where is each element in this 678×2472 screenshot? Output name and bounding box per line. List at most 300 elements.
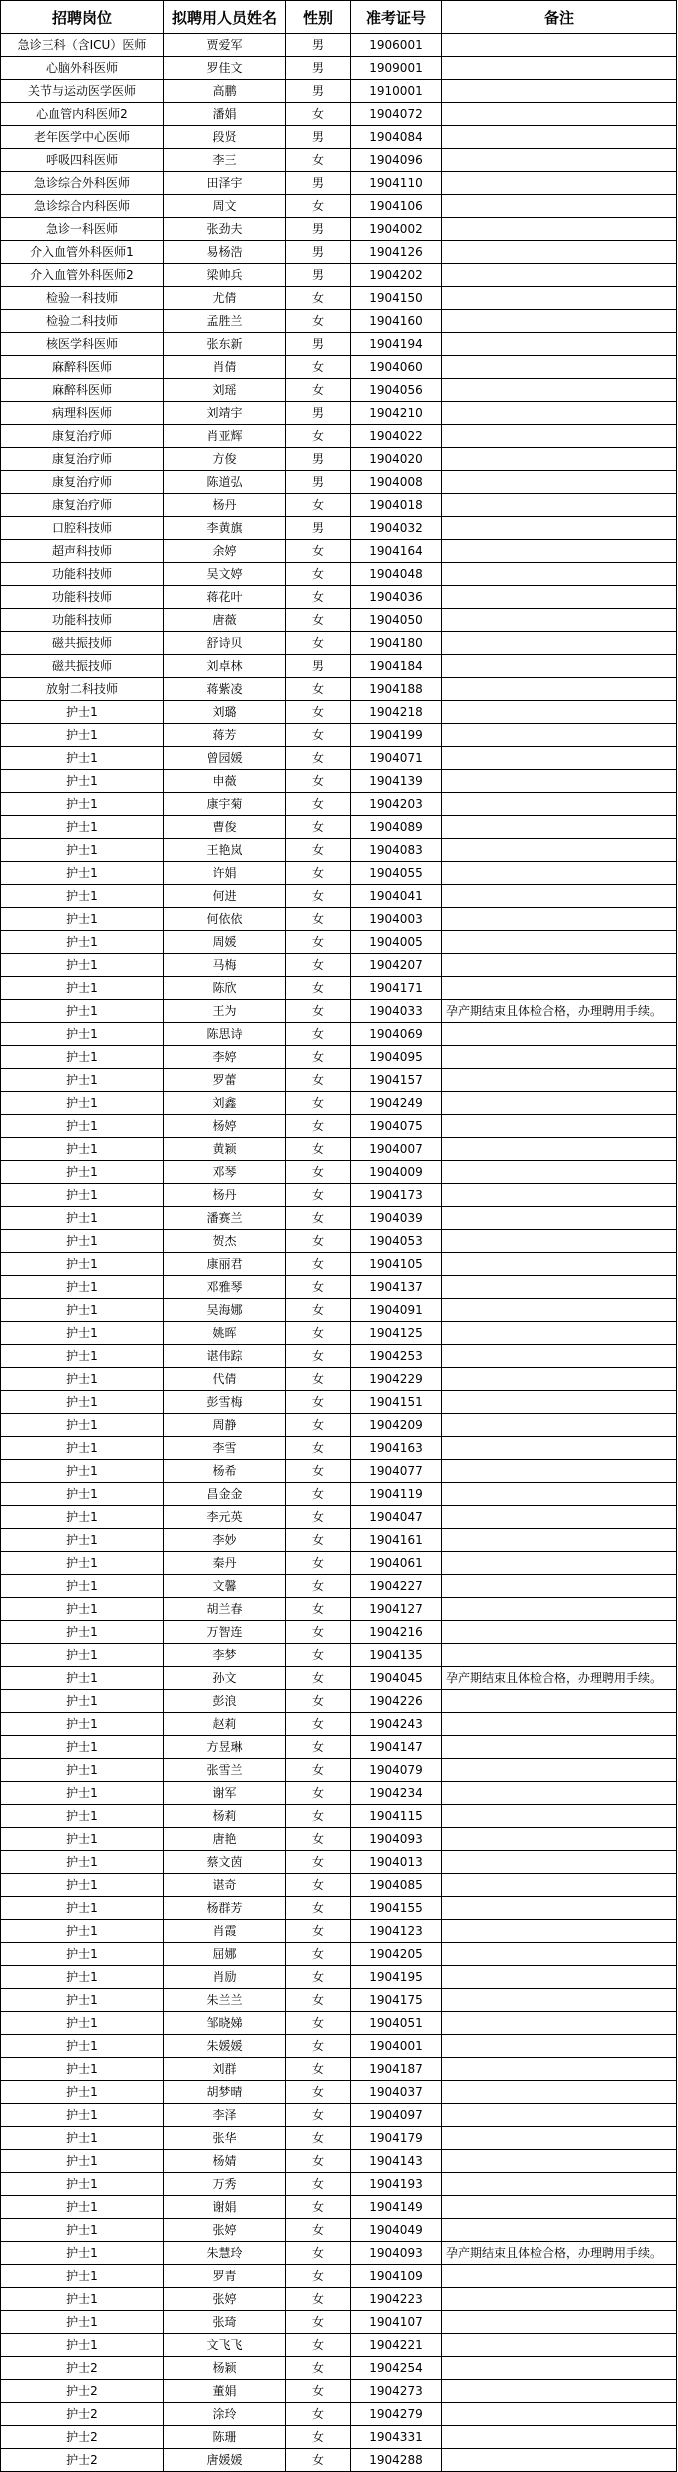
cell-remark bbox=[442, 356, 677, 379]
table-row bbox=[1, 2150, 677, 2173]
cell-gender: 女 bbox=[286, 701, 351, 724]
table-row bbox=[1, 2357, 677, 2380]
cell-position: 护士1 bbox=[1, 2150, 164, 2173]
cell-gender: 女 bbox=[286, 1023, 351, 1046]
cell-gender: 女 bbox=[286, 1943, 351, 1966]
table-row bbox=[1, 816, 677, 839]
table-row bbox=[1, 1138, 677, 1161]
cell-position: 口腔科技师 bbox=[1, 517, 164, 540]
cell-position: 护士1 bbox=[1, 2081, 164, 2104]
cell-gender: 女 bbox=[286, 931, 351, 954]
cell-gender: 男 bbox=[286, 402, 351, 425]
cell-gender: 女 bbox=[286, 2403, 351, 2426]
cell-gender: 女 bbox=[286, 1483, 351, 1506]
cell-remark bbox=[442, 931, 677, 954]
cell-position: 护士1 bbox=[1, 885, 164, 908]
cell-remark bbox=[442, 908, 677, 931]
cell-remark bbox=[442, 1759, 677, 1782]
table-row bbox=[1, 2403, 677, 2426]
cell-name: 李婷 bbox=[164, 1046, 286, 1069]
cell-gender: 女 bbox=[286, 1368, 351, 1391]
cell-position: 护士1 bbox=[1, 1230, 164, 1253]
cell-ticket-number: 1904005 bbox=[351, 931, 442, 954]
cell-name: 张琦 bbox=[164, 2311, 286, 2334]
cell-gender: 女 bbox=[286, 2380, 351, 2403]
cell-name: 孟胜兰 bbox=[164, 310, 286, 333]
cell-position: 护士1 bbox=[1, 2127, 164, 2150]
table-row bbox=[1, 1184, 677, 1207]
cell-name: 田泽宇 bbox=[164, 172, 286, 195]
table-row bbox=[1, 1092, 677, 1115]
cell-remark bbox=[442, 2380, 677, 2403]
cell-remark bbox=[442, 1828, 677, 1851]
cell-name: 李妙 bbox=[164, 1529, 286, 1552]
cell-position: 超声科技师 bbox=[1, 540, 164, 563]
cell-position: 检验一科技师 bbox=[1, 287, 164, 310]
cell-ticket-number: 1904229 bbox=[351, 1368, 442, 1391]
cell-name: 唐媛媛 bbox=[164, 2449, 286, 2472]
cell-position: 护士1 bbox=[1, 1437, 164, 1460]
cell-name: 康丽君 bbox=[164, 1253, 286, 1276]
cell-name: 蒋花叶 bbox=[164, 586, 286, 609]
cell-gender: 男 bbox=[286, 471, 351, 494]
cell-name: 康宇菊 bbox=[164, 793, 286, 816]
cell-position: 护士1 bbox=[1, 1943, 164, 1966]
cell-remark bbox=[442, 885, 677, 908]
table-row bbox=[1, 1759, 677, 1782]
cell-ticket-number: 1904147 bbox=[351, 1736, 442, 1759]
cell-name: 刘璐 bbox=[164, 701, 286, 724]
cell-ticket-number: 1904203 bbox=[351, 793, 442, 816]
cell-gender: 女 bbox=[286, 2242, 351, 2265]
cell-ticket-number: 1904223 bbox=[351, 2288, 442, 2311]
cell-remark bbox=[442, 1943, 677, 1966]
cell-name: 贾爱军 bbox=[164, 34, 286, 57]
cell-remark bbox=[442, 1322, 677, 1345]
cell-gender: 女 bbox=[286, 1253, 351, 1276]
cell-ticket-number: 1904126 bbox=[351, 241, 442, 264]
cell-position: 关节与运动医学医师 bbox=[1, 80, 164, 103]
cell-gender: 女 bbox=[286, 1138, 351, 1161]
cell-name: 张东新 bbox=[164, 333, 286, 356]
cell-position: 护士1 bbox=[1, 1736, 164, 1759]
table-row bbox=[1, 356, 677, 379]
cell-remark bbox=[442, 1230, 677, 1253]
table-row bbox=[1, 1345, 677, 1368]
cell-position: 护士1 bbox=[1, 1069, 164, 1092]
cell-ticket-number: 1904175 bbox=[351, 1989, 442, 2012]
cell-position: 护士1 bbox=[1, 1253, 164, 1276]
cell-ticket-number: 1904205 bbox=[351, 1943, 442, 1966]
cell-remark bbox=[442, 954, 677, 977]
cell-ticket-number: 1904060 bbox=[351, 356, 442, 379]
cell-remark bbox=[442, 1713, 677, 1736]
cell-remark bbox=[442, 126, 677, 149]
cell-name: 杨莉 bbox=[164, 1805, 286, 1828]
table-row bbox=[1, 2035, 677, 2058]
cell-name: 万秀 bbox=[164, 2173, 286, 2196]
cell-name: 谢娟 bbox=[164, 2196, 286, 2219]
cell-position: 老年医学中心医师 bbox=[1, 126, 164, 149]
cell-remark bbox=[442, 2357, 677, 2380]
cell-remark bbox=[442, 1782, 677, 1805]
cell-position: 护士1 bbox=[1, 1575, 164, 1598]
column-header-remark: 备注 bbox=[442, 1, 677, 34]
table-row bbox=[1, 1069, 677, 1092]
cell-remark bbox=[442, 34, 677, 57]
table-row bbox=[1, 333, 677, 356]
cell-remark bbox=[442, 1897, 677, 1920]
table-row bbox=[1, 517, 677, 540]
cell-gender: 男 bbox=[286, 333, 351, 356]
cell-gender: 女 bbox=[286, 2265, 351, 2288]
table-row bbox=[1, 1207, 677, 1230]
cell-ticket-number: 1904173 bbox=[351, 1184, 442, 1207]
cell-remark bbox=[442, 1506, 677, 1529]
cell-ticket-number: 1904193 bbox=[351, 2173, 442, 2196]
cell-gender: 男 bbox=[286, 448, 351, 471]
cell-position: 护士1 bbox=[1, 2242, 164, 2265]
table-row bbox=[1, 241, 677, 264]
cell-ticket-number: 1904123 bbox=[351, 1920, 442, 1943]
cell-name: 谢军 bbox=[164, 1782, 286, 1805]
cell-position: 护士1 bbox=[1, 1966, 164, 1989]
cell-position: 护士1 bbox=[1, 2265, 164, 2288]
table-row bbox=[1, 1161, 677, 1184]
cell-name: 孙文 bbox=[164, 1667, 286, 1690]
table-row bbox=[1, 2265, 677, 2288]
cell-name: 邓雅琴 bbox=[164, 1276, 286, 1299]
cell-name: 赵莉 bbox=[164, 1713, 286, 1736]
table-row bbox=[1, 1023, 677, 1046]
cell-remark bbox=[442, 1414, 677, 1437]
cell-name: 代倩 bbox=[164, 1368, 286, 1391]
cell-ticket-number: 1904050 bbox=[351, 609, 442, 632]
table-row bbox=[1, 977, 677, 1000]
cell-ticket-number: 1904195 bbox=[351, 1966, 442, 1989]
table-row bbox=[1, 1368, 677, 1391]
cell-remark bbox=[442, 425, 677, 448]
cell-position: 呼吸四科医师 bbox=[1, 149, 164, 172]
cell-position: 护士1 bbox=[1, 793, 164, 816]
cell-remark bbox=[442, 218, 677, 241]
cell-name: 周媛 bbox=[164, 931, 286, 954]
table-row bbox=[1, 1253, 677, 1276]
cell-name: 陈思诗 bbox=[164, 1023, 286, 1046]
cell-gender: 女 bbox=[286, 2219, 351, 2242]
cell-gender: 男 bbox=[286, 57, 351, 80]
cell-remark bbox=[442, 310, 677, 333]
cell-gender: 女 bbox=[286, 1989, 351, 2012]
cell-gender: 女 bbox=[286, 2196, 351, 2219]
cell-position: 护士1 bbox=[1, 1046, 164, 1069]
table-row bbox=[1, 1115, 677, 1138]
cell-gender: 女 bbox=[286, 1713, 351, 1736]
cell-name: 蒋紫凌 bbox=[164, 678, 286, 701]
cell-name: 潘赛兰 bbox=[164, 1207, 286, 1230]
cell-remark bbox=[442, 494, 677, 517]
cell-position: 护士1 bbox=[1, 1920, 164, 1943]
cell-remark bbox=[442, 1460, 677, 1483]
cell-gender: 女 bbox=[286, 1805, 351, 1828]
cell-remark bbox=[442, 1805, 677, 1828]
cell-gender: 男 bbox=[286, 264, 351, 287]
cell-position: 护士1 bbox=[1, 1115, 164, 1138]
cell-ticket-number: 1904209 bbox=[351, 1414, 442, 1437]
table-row bbox=[1, 609, 677, 632]
cell-remark bbox=[442, 1989, 677, 2012]
cell-position: 护士1 bbox=[1, 1345, 164, 1368]
cell-name: 舒诗贝 bbox=[164, 632, 286, 655]
table-row bbox=[1, 931, 677, 954]
column-header-name: 拟聘用人员姓名 bbox=[164, 1, 286, 34]
cell-position: 护士1 bbox=[1, 1299, 164, 1322]
cell-remark bbox=[442, 1874, 677, 1897]
table-row bbox=[1, 1736, 677, 1759]
cell-position: 功能科技师 bbox=[1, 563, 164, 586]
cell-gender: 女 bbox=[286, 1230, 351, 1253]
cell-position: 护士1 bbox=[1, 747, 164, 770]
cell-position: 护士1 bbox=[1, 1322, 164, 1345]
cell-ticket-number: 1904097 bbox=[351, 2104, 442, 2127]
cell-gender: 男 bbox=[286, 172, 351, 195]
cell-remark bbox=[442, 2196, 677, 2219]
cell-position: 康复治疗师 bbox=[1, 448, 164, 471]
cell-remark bbox=[442, 2173, 677, 2196]
table-row bbox=[1, 1874, 677, 1897]
cell-remark bbox=[442, 2058, 677, 2081]
cell-name: 罗佳文 bbox=[164, 57, 286, 80]
table-row bbox=[1, 2288, 677, 2311]
cell-gender: 女 bbox=[286, 287, 351, 310]
cell-position: 护士1 bbox=[1, 1897, 164, 1920]
cell-ticket-number: 1904331 bbox=[351, 2426, 442, 2449]
cell-ticket-number: 1904157 bbox=[351, 1069, 442, 1092]
cell-remark bbox=[442, 563, 677, 586]
cell-name: 周静 bbox=[164, 1414, 286, 1437]
cell-gender: 女 bbox=[286, 1322, 351, 1345]
cell-gender: 女 bbox=[286, 609, 351, 632]
cell-name: 杨希 bbox=[164, 1460, 286, 1483]
cell-ticket-number: 1904234 bbox=[351, 1782, 442, 1805]
cell-name: 刘鑫 bbox=[164, 1092, 286, 1115]
cell-position: 康复治疗师 bbox=[1, 494, 164, 517]
cell-gender: 女 bbox=[286, 103, 351, 126]
cell-position: 护士1 bbox=[1, 1851, 164, 1874]
cell-gender: 女 bbox=[286, 839, 351, 862]
cell-name: 高鹏 bbox=[164, 80, 286, 103]
cell-position: 护士1 bbox=[1, 1391, 164, 1414]
cell-name: 涂玲 bbox=[164, 2403, 286, 2426]
cell-name: 张婷 bbox=[164, 2219, 286, 2242]
cell-ticket-number: 1904218 bbox=[351, 701, 442, 724]
table-row bbox=[1, 908, 677, 931]
cell-ticket-number: 1904084 bbox=[351, 126, 442, 149]
table-row bbox=[1, 2196, 677, 2219]
table-row bbox=[1, 1460, 677, 1483]
cell-gender: 女 bbox=[286, 908, 351, 931]
cell-gender: 女 bbox=[286, 1115, 351, 1138]
cell-position: 护士1 bbox=[1, 1989, 164, 2012]
cell-position: 护士1 bbox=[1, 1138, 164, 1161]
cell-position: 心血管内科医师2 bbox=[1, 103, 164, 126]
cell-remark bbox=[442, 2403, 677, 2426]
cell-remark bbox=[442, 1644, 677, 1667]
cell-name: 董娟 bbox=[164, 2380, 286, 2403]
cell-name: 何依依 bbox=[164, 908, 286, 931]
cell-name: 肖亚辉 bbox=[164, 425, 286, 448]
table-row bbox=[1, 34, 677, 57]
cell-name: 王为 bbox=[164, 1000, 286, 1023]
cell-gender: 女 bbox=[286, 310, 351, 333]
cell-ticket-number: 1904085 bbox=[351, 1874, 442, 1897]
cell-remark bbox=[442, 1138, 677, 1161]
cell-position: 放射二科技师 bbox=[1, 678, 164, 701]
cell-gender: 女 bbox=[286, 816, 351, 839]
cell-remark bbox=[442, 1368, 677, 1391]
cell-gender: 女 bbox=[286, 356, 351, 379]
cell-ticket-number: 1904071 bbox=[351, 747, 442, 770]
cell-remark bbox=[442, 333, 677, 356]
cell-name: 黄颖 bbox=[164, 1138, 286, 1161]
cell-gender: 女 bbox=[286, 425, 351, 448]
cell-position: 护士1 bbox=[1, 2219, 164, 2242]
cell-name: 马梅 bbox=[164, 954, 286, 977]
cell-ticket-number: 1904119 bbox=[351, 1483, 442, 1506]
cell-remark bbox=[442, 1621, 677, 1644]
cell-remark bbox=[442, 448, 677, 471]
cell-remark bbox=[442, 2127, 677, 2150]
table-row bbox=[1, 1276, 677, 1299]
table-row bbox=[1, 1713, 677, 1736]
table-row bbox=[1, 126, 677, 149]
table-row bbox=[1, 1667, 677, 1690]
cell-ticket-number: 1904143 bbox=[351, 2150, 442, 2173]
cell-ticket-number: 1904194 bbox=[351, 333, 442, 356]
cell-remark bbox=[442, 103, 677, 126]
cell-ticket-number: 1904079 bbox=[351, 1759, 442, 1782]
table-row bbox=[1, 1391, 677, 1414]
cell-ticket-number: 1904249 bbox=[351, 1092, 442, 1115]
cell-gender: 女 bbox=[286, 2104, 351, 2127]
cell-name: 尤倩 bbox=[164, 287, 286, 310]
cell-remark bbox=[442, 2081, 677, 2104]
cell-name: 潘娟 bbox=[164, 103, 286, 126]
cell-remark bbox=[442, 471, 677, 494]
cell-position: 护士1 bbox=[1, 931, 164, 954]
cell-remark bbox=[442, 1345, 677, 1368]
table-row bbox=[1, 1529, 677, 1552]
cell-ticket-number: 1904089 bbox=[351, 816, 442, 839]
cell-name: 刘瑶 bbox=[164, 379, 286, 402]
table-row bbox=[1, 954, 677, 977]
cell-remark bbox=[442, 1736, 677, 1759]
cell-ticket-number: 1904164 bbox=[351, 540, 442, 563]
table-row bbox=[1, 2449, 677, 2472]
cell-position: 护士1 bbox=[1, 2196, 164, 2219]
cell-remark bbox=[442, 1437, 677, 1460]
cell-remark bbox=[442, 402, 677, 425]
cell-position: 护士1 bbox=[1, 1690, 164, 1713]
cell-ticket-number: 1904254 bbox=[351, 2357, 442, 2380]
table-row bbox=[1, 425, 677, 448]
table-row bbox=[1, 862, 677, 885]
cell-ticket-number: 1904161 bbox=[351, 1529, 442, 1552]
cell-position: 护士1 bbox=[1, 2173, 164, 2196]
cell-remark: 孕产期结束且体检合格，办理聘用手续。 bbox=[442, 2242, 677, 2265]
cell-ticket-number: 1910001 bbox=[351, 80, 442, 103]
cell-gender: 女 bbox=[286, 195, 351, 218]
cell-ticket-number: 1904045 bbox=[351, 1667, 442, 1690]
table-row bbox=[1, 839, 677, 862]
column-header-gender: 性别 bbox=[286, 1, 351, 34]
cell-gender: 女 bbox=[286, 1046, 351, 1069]
cell-ticket-number: 1904279 bbox=[351, 2403, 442, 2426]
table-row bbox=[1, 2173, 677, 2196]
cell-position: 护士1 bbox=[1, 1874, 164, 1897]
cell-ticket-number: 1904180 bbox=[351, 632, 442, 655]
cell-name: 肖倩 bbox=[164, 356, 286, 379]
table-row bbox=[1, 1943, 677, 1966]
cell-remark bbox=[442, 1161, 677, 1184]
cell-position: 护士1 bbox=[1, 1759, 164, 1782]
cell-ticket-number: 1906001 bbox=[351, 34, 442, 57]
cell-ticket-number: 1904150 bbox=[351, 287, 442, 310]
cell-position: 护士1 bbox=[1, 1552, 164, 1575]
cell-ticket-number: 1904288 bbox=[351, 2449, 442, 2472]
cell-gender: 女 bbox=[286, 2081, 351, 2104]
cell-position: 护士1 bbox=[1, 1368, 164, 1391]
cell-ticket-number: 1904075 bbox=[351, 1115, 442, 1138]
cell-ticket-number: 1904216 bbox=[351, 1621, 442, 1644]
cell-ticket-number: 1904048 bbox=[351, 563, 442, 586]
cell-gender: 女 bbox=[286, 563, 351, 586]
cell-gender: 女 bbox=[286, 1575, 351, 1598]
table-row bbox=[1, 1621, 677, 1644]
cell-position: 急诊一科医师 bbox=[1, 218, 164, 241]
cell-name: 杨婷 bbox=[164, 1115, 286, 1138]
cell-position: 护士1 bbox=[1, 701, 164, 724]
cell-gender: 女 bbox=[286, 2150, 351, 2173]
cell-name: 张雪兰 bbox=[164, 1759, 286, 1782]
cell-position: 护士1 bbox=[1, 1805, 164, 1828]
cell-gender: 女 bbox=[286, 1621, 351, 1644]
cell-name: 李三 bbox=[164, 149, 286, 172]
cell-remark bbox=[442, 172, 677, 195]
cell-remark bbox=[442, 2150, 677, 2173]
cell-gender: 女 bbox=[286, 1851, 351, 1874]
table-row bbox=[1, 1851, 677, 1874]
cell-gender: 女 bbox=[286, 2058, 351, 2081]
cell-name: 吴海娜 bbox=[164, 1299, 286, 1322]
cell-name: 唐薇 bbox=[164, 609, 286, 632]
cell-remark bbox=[442, 1253, 677, 1276]
table-row bbox=[1, 747, 677, 770]
table-row bbox=[1, 172, 677, 195]
cell-position: 护士1 bbox=[1, 908, 164, 931]
table-row bbox=[1, 1552, 677, 1575]
table-row bbox=[1, 379, 677, 402]
cell-gender: 女 bbox=[286, 1506, 351, 1529]
cell-gender: 女 bbox=[286, 2035, 351, 2058]
cell-gender: 女 bbox=[286, 747, 351, 770]
cell-gender: 女 bbox=[286, 494, 351, 517]
cell-ticket-number: 1904020 bbox=[351, 448, 442, 471]
cell-position: 护士1 bbox=[1, 2104, 164, 2127]
cell-name: 曾园媛 bbox=[164, 747, 286, 770]
table-row bbox=[1, 149, 677, 172]
cell-remark bbox=[442, 2012, 677, 2035]
